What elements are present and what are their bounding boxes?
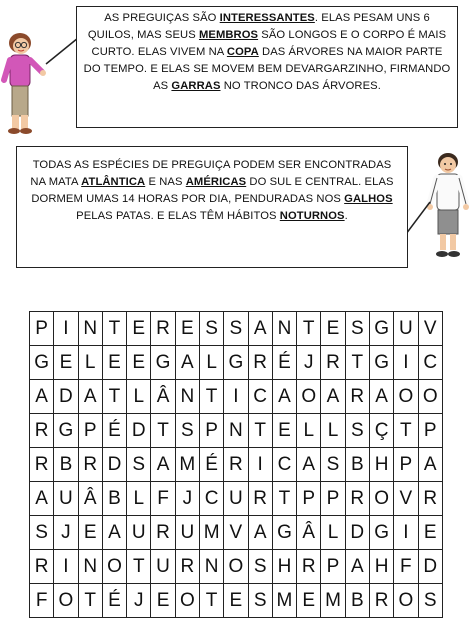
grid-cell[interactable]: O — [54, 584, 78, 618]
grid-cell[interactable]: B — [345, 448, 369, 482]
grid-cell[interactable]: R — [224, 448, 248, 482]
grid-cell[interactable]: C — [418, 346, 443, 380]
grid-cell[interactable]: E — [418, 516, 443, 550]
grid-cell[interactable]: R — [248, 482, 272, 516]
grid-cell[interactable]: I — [54, 312, 78, 346]
grid-cell[interactable]: T — [199, 380, 223, 414]
paragraph-segment: SÃO LONGOS E O CORPO É MAIS CURTO. ELAS VIVEM NA — [91, 29, 447, 58]
grid-cell[interactable]: T — [297, 312, 321, 346]
grid-cell[interactable]: R — [345, 380, 369, 414]
grid-cell[interactable]: L — [297, 414, 321, 448]
grid-cell[interactable]: P — [418, 414, 443, 448]
grid-cell[interactable]: I — [224, 380, 248, 414]
grid-cell[interactable]: O — [224, 550, 248, 584]
grid-cell[interactable]: A — [272, 380, 296, 414]
grid-cell[interactable]: V — [224, 516, 248, 550]
grid-cell[interactable]: P — [30, 312, 54, 346]
grid-cell[interactable]: L — [127, 482, 151, 516]
grid-cell[interactable]: N — [78, 312, 102, 346]
grid-cell[interactable]: V — [418, 312, 443, 346]
grid-cell[interactable]: T — [248, 414, 272, 448]
paragraph-segment: NO TRONCO DAS ÁRVORES. — [220, 80, 381, 92]
word-search-grid — [29, 311, 443, 618]
grid-cell[interactable]: A — [418, 448, 443, 482]
grid-cell[interactable]: A — [102, 516, 126, 550]
grid-cell[interactable]: S — [321, 448, 345, 482]
grid-cell[interactable]: R — [369, 584, 393, 618]
grid-cell[interactable]: H — [369, 448, 393, 482]
text-box-1 — [76, 6, 458, 128]
grid-cell[interactable]: S — [127, 448, 151, 482]
grid-row — [30, 550, 443, 584]
grid-cell[interactable]: L — [321, 516, 345, 550]
speech-pointer-2 — [404, 200, 432, 236]
grid-cell[interactable]: R — [321, 346, 345, 380]
grid-cell[interactable]: D — [127, 414, 151, 448]
grid-cell[interactable]: G — [369, 312, 393, 346]
paragraph-segment: DO SUL E CENTRAL. ELAS DORMEM UMAS 14 HORAS POR DIA, PENDURADAS NOS — [31, 176, 394, 205]
grid-cell[interactable]: É — [102, 584, 126, 618]
grid-cell[interactable]: R — [30, 448, 54, 482]
grid-cell[interactable]: E — [151, 584, 175, 618]
grid-cell[interactable]: A — [151, 448, 175, 482]
grid-cell[interactable]: S — [30, 516, 54, 550]
grid-cell[interactable]: A — [321, 380, 345, 414]
grid-cell[interactable]: P — [78, 414, 102, 448]
grid-cell[interactable]: D — [345, 516, 369, 550]
keyword: GARRAS — [171, 80, 221, 92]
grid-cell[interactable]: J — [54, 516, 78, 550]
paragraph-segment: AS PREGUIÇAS SÃO — [104, 12, 220, 24]
grid-cell[interactable]: S — [345, 414, 369, 448]
grid-cell[interactable]: I — [54, 550, 78, 584]
grid-cell[interactable]: Â — [78, 482, 102, 516]
keyword: ATLÂNTICA — [81, 176, 146, 188]
grid-cell[interactable]: I — [248, 448, 272, 482]
grid-cell[interactable]: E — [272, 414, 296, 448]
grid-cell[interactable]: T — [127, 550, 151, 584]
paragraph-segment: DAS ÁRVORES NA MAIOR PARTE DO TEMPO. E ELAS SE MOVEM BEM DEVARGARZINHO, FIRMANDO AS — [83, 46, 451, 92]
text-box-2 — [16, 146, 408, 268]
grid-cell[interactable]: R — [175, 550, 199, 584]
keyword: NOTURNOS — [279, 210, 345, 222]
grid-cell[interactable]: T — [102, 380, 126, 414]
grid-cell[interactable]: L — [78, 346, 102, 380]
grid-cell[interactable]: N — [78, 550, 102, 584]
grid-cell[interactable]: T — [272, 482, 296, 516]
grid-cell[interactable]: N — [175, 380, 199, 414]
grid-cell[interactable]: I — [394, 346, 418, 380]
grid-cell[interactable]: R — [78, 448, 102, 482]
grid-cell[interactable]: A — [30, 380, 54, 414]
grid-cell[interactable]: U — [151, 550, 175, 584]
grid-cell[interactable]: O — [175, 584, 199, 618]
grid-cell[interactable]: T — [199, 584, 223, 618]
grid-cell[interactable]: P — [394, 448, 418, 482]
grid-cell[interactable]: C — [272, 448, 296, 482]
grid-cell[interactable]: O — [369, 482, 393, 516]
grid-cell[interactable]: A — [345, 550, 369, 584]
grid-cell[interactable]: S — [175, 414, 199, 448]
grid-cell[interactable]: E — [224, 584, 248, 618]
grid-row — [30, 380, 443, 414]
grid-cell[interactable]: A — [248, 312, 272, 346]
grid-cell[interactable]: U — [175, 516, 199, 550]
grid-cell[interactable]: D — [54, 380, 78, 414]
paragraph-segment: . — [344, 210, 348, 222]
keyword: AMÉRICAS — [185, 176, 247, 188]
grid-cell[interactable]: E — [102, 346, 126, 380]
grid-cell[interactable]: O — [297, 380, 321, 414]
grid-cell[interactable]: U — [127, 516, 151, 550]
grid-cell[interactable]: J — [127, 584, 151, 618]
grid-cell[interactable]: R — [248, 346, 272, 380]
paragraph-segment: PELAS PATAS. E ELAS TÊM HÁBITOS — [76, 210, 280, 222]
grid-cell[interactable]: B — [102, 482, 126, 516]
grid-row — [30, 584, 443, 618]
grid-cell[interactable]: É — [199, 448, 223, 482]
grid-cell[interactable]: A — [248, 516, 272, 550]
keyword: MEMBROS — [198, 29, 259, 41]
grid-cell[interactable]: T — [78, 584, 102, 618]
grid-cell[interactable]: E — [54, 346, 78, 380]
grid-row — [30, 516, 443, 550]
grid-cell[interactable]: S — [248, 550, 272, 584]
grid-cell[interactable]: V — [394, 482, 418, 516]
grid-cell[interactable]: M — [272, 584, 296, 618]
grid-cell[interactable]: A — [78, 380, 102, 414]
grid-cell[interactable]: H — [369, 550, 393, 584]
grid-cell[interactable]: N — [199, 550, 223, 584]
grid-cell[interactable]: G — [224, 346, 248, 380]
grid-cell[interactable]: R — [345, 482, 369, 516]
grid-cell[interactable]: S — [418, 584, 443, 618]
grid-cell[interactable]: A — [369, 380, 393, 414]
grid-cell[interactable]: F — [394, 550, 418, 584]
grid-cell[interactable]: S — [224, 312, 248, 346]
grid-cell[interactable]: M — [199, 516, 223, 550]
speech-pointer-1 — [44, 36, 80, 66]
paragraph-segment: TODAS AS ESPÉCIES DE PREGUIÇA PODEM SER ENCONTRADAS NA MATA — [30, 159, 392, 188]
grid-cell[interactable]: P — [321, 550, 345, 584]
grid-cell[interactable]: U — [224, 482, 248, 516]
grid-cell[interactable]: O — [418, 380, 443, 414]
grid-cell[interactable]: Â — [151, 380, 175, 414]
grid-cell[interactable]: E — [78, 516, 102, 550]
paragraph-segment: . ELAS PESAM UNS 6 QUILOS, MAS SEUS — [87, 12, 430, 41]
grid-cell[interactable]: B — [345, 584, 369, 618]
grid-cell[interactable]: R — [151, 312, 175, 346]
grid-cell[interactable]: R — [30, 550, 54, 584]
grid-cell[interactable]: G — [369, 516, 393, 550]
grid-cell[interactable]: J — [297, 346, 321, 380]
grid-cell[interactable]: F — [30, 584, 54, 618]
grid-cell[interactable]: R — [30, 414, 54, 448]
grid-cell[interactable]: A — [297, 448, 321, 482]
paragraph-segment: E NAS — [145, 176, 186, 188]
keyword: INTERESSANTES — [219, 12, 315, 24]
grid-cell[interactable]: U — [54, 482, 78, 516]
grid-row — [30, 482, 443, 516]
keyword: GALHOS — [344, 193, 393, 205]
grid-cell[interactable]: I — [394, 516, 418, 550]
grid-cell[interactable]: G — [272, 516, 296, 550]
grid-cell[interactable]: D — [102, 448, 126, 482]
grid-cell[interactable]: T — [102, 312, 126, 346]
grid-cell[interactable]: E — [297, 584, 321, 618]
grid-cell[interactable]: C — [199, 482, 223, 516]
grid-cell[interactable]: M — [321, 584, 345, 618]
grid-cell[interactable]: Ç — [369, 414, 393, 448]
grid-cell[interactable]: G — [30, 346, 54, 380]
grid-cell[interactable]: O — [102, 550, 126, 584]
grid-cell[interactable]: S — [248, 584, 272, 618]
grid-cell[interactable]: A — [175, 346, 199, 380]
grid-cell[interactable]: H — [272, 550, 296, 584]
grid-cell[interactable]: E — [127, 346, 151, 380]
keyword: COPA — [226, 46, 259, 58]
grid-cell[interactable]: T — [345, 346, 369, 380]
grid-cell[interactable]: S — [199, 312, 223, 346]
grid-cell[interactable]: T — [151, 414, 175, 448]
grid-cell[interactable]: G — [369, 346, 393, 380]
grid-row — [30, 312, 443, 346]
grid-cell[interactable]: Â — [297, 516, 321, 550]
grid-cell[interactable]: R — [151, 516, 175, 550]
grid-row — [30, 346, 443, 380]
grid-cell[interactable]: M — [175, 448, 199, 482]
grid-cell[interactable]: L — [321, 414, 345, 448]
grid-cell[interactable]: A — [30, 482, 54, 516]
grid-cell[interactable]: E — [127, 312, 151, 346]
grid-cell[interactable]: J — [175, 482, 199, 516]
grid-cell[interactable]: T — [394, 414, 418, 448]
grid-cell[interactable]: N — [272, 312, 296, 346]
grid-cell[interactable]: P — [199, 414, 223, 448]
grid-cell[interactable]: P — [297, 482, 321, 516]
grid-cell[interactable]: C — [248, 380, 272, 414]
grid-cell[interactable]: L — [199, 346, 223, 380]
grid-cell[interactable]: R — [297, 550, 321, 584]
grid-cell[interactable]: G — [54, 414, 78, 448]
grid-cell[interactable]: F — [151, 482, 175, 516]
grid-cell[interactable]: O — [394, 380, 418, 414]
grid-cell[interactable]: G — [151, 346, 175, 380]
grid-cell[interactable]: É — [272, 346, 296, 380]
grid-cell[interactable]: O — [394, 584, 418, 618]
grid-cell[interactable]: R — [418, 482, 443, 516]
grid-cell[interactable]: L — [127, 380, 151, 414]
grid-cell[interactable]: N — [224, 414, 248, 448]
grid-cell[interactable]: E — [175, 312, 199, 346]
grid-cell[interactable]: E — [321, 312, 345, 346]
grid-cell[interactable]: É — [102, 414, 126, 448]
grid-cell[interactable]: B — [54, 448, 78, 482]
grid-cell[interactable]: S — [345, 312, 369, 346]
grid-row — [30, 448, 443, 482]
grid-cell[interactable]: U — [394, 312, 418, 346]
grid-cell[interactable]: D — [418, 550, 443, 584]
grid-cell[interactable]: P — [321, 482, 345, 516]
grid-row — [30, 414, 443, 448]
